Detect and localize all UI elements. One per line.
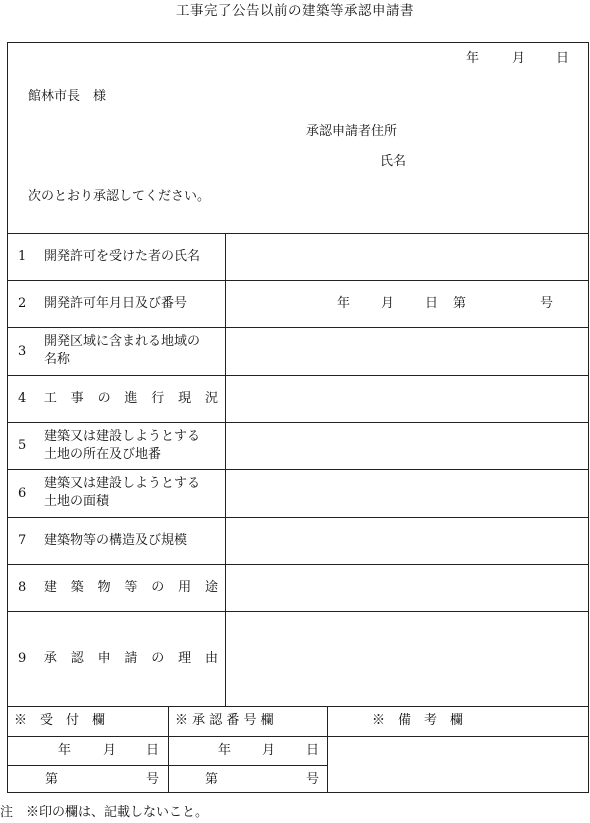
row-structure-scale: [18, 517, 223, 564]
row-number: 6: [18, 485, 27, 501]
row-divider: [7, 765, 327, 766]
row-permit-date-number: [18, 280, 218, 327]
row-land-area: [18, 469, 223, 517]
row-number: 3: [18, 343, 27, 359]
column-divider: [225, 233, 226, 706]
row-applicant-name: [18, 233, 218, 280]
row-divider: [7, 706, 589, 707]
row-label: 開発許可年月日及び番号: [44, 295, 188, 311]
row-application-reason: [18, 611, 218, 706]
row-label: 承 認 申 請 の 理 由: [43, 650, 218, 666]
document-title: 工事完了公告以前の建築等承認申請書: [176, 3, 414, 19]
row-number: 4: [18, 391, 27, 406]
date-day-label: 日: [556, 51, 570, 66]
row-label: 開発許可を受けた者の氏名: [44, 248, 201, 264]
row-land-location: [18, 422, 223, 469]
applicant-address-label: 承認申請者住所: [306, 124, 398, 139]
row-number: 9: [18, 651, 27, 666]
reception-day-label: 日: [146, 743, 160, 758]
row-label: 建築又は建設しようとする 土地の所在及び地番: [44, 428, 201, 462]
approval-day-label: 日: [306, 743, 320, 758]
row-label: 工 事 の 進 行 現 況: [43, 390, 218, 406]
row-construction-status: [18, 375, 218, 422]
row-divider: [7, 736, 589, 737]
reception-year-label: 年: [58, 743, 72, 758]
row-number: 7: [18, 533, 27, 548]
row-building-use: [18, 564, 218, 611]
request-text: 次のとおり承認してください。: [28, 189, 211, 204]
approval-dai-label: 第: [205, 772, 219, 787]
footnote: 注 ※印の欄は、記載しないこと。: [0, 805, 209, 820]
approval-month-label: 月: [262, 743, 276, 758]
row-development-area-name: [18, 327, 223, 375]
row-label: 建 築 物 等 の 用 途: [43, 579, 218, 595]
row-label: 開発区域に含まれる地域の 名称: [44, 334, 201, 367]
reception-dai-label: 第: [45, 772, 59, 787]
applicant-name-label: 氏名: [380, 154, 407, 169]
approval-go-label: 号: [306, 772, 320, 787]
row-number: 5: [18, 438, 27, 453]
addressee: 館林市長 様: [28, 89, 107, 104]
date-year-label: 年: [466, 51, 480, 66]
reception-go-label: 号: [146, 772, 160, 787]
row-label: 建築又は建設しようとする 土地の面積: [44, 476, 201, 509]
permit-day-label: 日: [425, 296, 439, 311]
approval-year-label: 年: [218, 743, 232, 758]
permit-dai-label: 第: [453, 296, 467, 311]
row-number: 8: [18, 580, 27, 595]
permit-year-label: 年: [337, 296, 351, 311]
permit-month-label: 月: [381, 296, 395, 311]
remarks-header: ※ 備 考 欄: [372, 713, 464, 728]
reception-header: ※ 受 付 欄: [14, 713, 106, 728]
row-number: 2: [18, 296, 27, 311]
row-label: 建築物等の構造及び規模: [44, 532, 188, 548]
approval-number-header: ※ 承 認 番 号 欄: [175, 713, 274, 728]
date-month-label: 月: [512, 51, 526, 66]
reception-month-label: 月: [103, 743, 117, 758]
column-divider: [327, 706, 328, 793]
row-number: 1: [18, 249, 27, 264]
permit-go-label: 号: [540, 296, 554, 311]
column-divider: [168, 706, 169, 793]
